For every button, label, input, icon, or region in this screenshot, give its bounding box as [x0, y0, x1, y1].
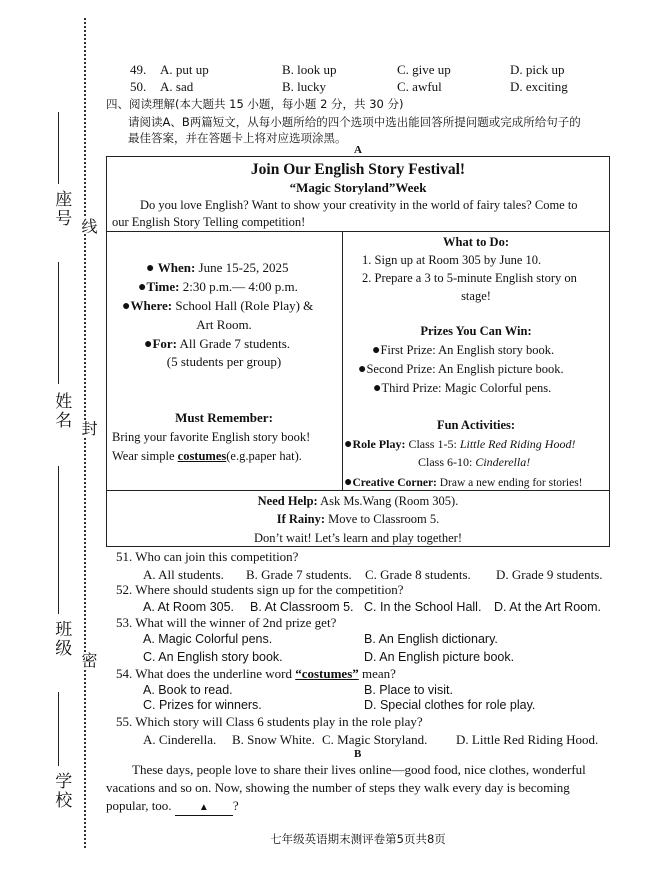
role-label: Role Play: — [352, 437, 406, 451]
name-label: 姓名 — [51, 392, 72, 430]
school-label: 学校 — [51, 772, 72, 810]
role-play-2 — [418, 455, 530, 470]
todo-1: 1. Sign up at Room 305 by June 10. — [362, 253, 542, 267]
seal-seal-char: 封 — [79, 420, 98, 436]
passage-b-line-3-pre: popular, too. — [106, 798, 175, 813]
where-value-2: Art Room. — [196, 317, 252, 332]
help-label: Need Help: — [257, 494, 318, 508]
bullet-icon: ● — [372, 343, 381, 358]
q53-option-b: B. An English dictionary. — [364, 632, 498, 646]
time-line — [138, 279, 298, 297]
q50-option-a: A. sad — [160, 79, 194, 94]
fun-title: Fun Activities: — [436, 418, 516, 432]
prize-1-value: An English story book. — [435, 343, 555, 357]
seal-secret-char: 密 — [79, 652, 98, 668]
q50-option-b: B. lucky — [282, 79, 327, 94]
q51-option-c: C. Grade 8 students. — [365, 567, 471, 582]
q51-option-b: B. Grade 7 students. — [246, 567, 352, 582]
school-blank — [58, 692, 59, 766]
answer-blank: ▲ — [175, 802, 233, 816]
passage-b-line-2: vacations and so on. Now, showing the number of steps they walk every day is becoming — [106, 780, 570, 795]
prize-3-value: Magic Colorful pens. — [441, 381, 552, 395]
passage-b-label: B — [354, 748, 362, 760]
q53-option-d: D. An English picture book. — [364, 650, 515, 664]
where-line — [122, 298, 313, 316]
name-blank — [58, 262, 59, 384]
q51-option-d: D. Grade 9 students. — [496, 567, 603, 582]
poster-intro-2: our English Story Telling competition! — [112, 215, 306, 229]
poster-subtitle: “Magic Storyland”Week — [289, 180, 427, 195]
q55-option-a: A. Cinderella. — [143, 732, 217, 747]
prize-2-value: An English picture book. — [435, 362, 564, 376]
q53-option-c: C. An English story book. — [143, 650, 283, 664]
prize-2-label: Second Prize: — [366, 362, 436, 376]
q55-stem: 55. Which story will Class 6 students play in the role play? — [116, 714, 423, 729]
passage-b-line-1: These days, people love to share their lives online—good food, nice clothes, wonderful — [132, 762, 586, 777]
todo-2b: stage! — [461, 289, 491, 303]
class-label: 班级 — [51, 620, 72, 658]
q54-stem-word: “costumes” — [295, 666, 359, 681]
q50-option-d: D. exciting — [510, 79, 568, 94]
seal-line-char: 线 — [79, 218, 98, 234]
poster-divider-top — [106, 231, 610, 232]
bullet-icon: ● — [144, 337, 153, 352]
prize-1 — [372, 342, 554, 360]
when-label: When: — [157, 260, 196, 275]
section-title: 四、阅读理解(本大题共 15 小题，每小题 2 分，共 30 分) — [106, 97, 404, 111]
costumes-word: costumes — [177, 449, 227, 463]
role-value-2: Class 6-10: — [418, 455, 476, 469]
rainy-label: If Rainy: — [276, 512, 326, 526]
help-value: Ask Ms.Wang (Room 305). — [317, 494, 459, 508]
closing-line: Don’t wait! Let’s learn and play together! — [253, 531, 463, 545]
seat-label: 座号 — [51, 190, 72, 228]
passage-a-label: A — [354, 144, 362, 156]
prize-1-label: First Prize: — [380, 343, 436, 357]
todo-2: 2. Prepare a 3 to 5-minute English story on — [362, 271, 577, 285]
prizes-title: Prizes You Can Win: — [420, 324, 532, 338]
poster-divider-middle — [342, 231, 343, 490]
role-story-1: Little Red Riding Hood! — [459, 437, 576, 451]
q52-option-c: C. In the School Hall. — [364, 600, 482, 614]
q55-option-b: B. Snow White. — [232, 732, 315, 747]
where-label: Where: — [130, 298, 173, 313]
q50-number: 50. — [130, 79, 147, 94]
bullet-icon: ● — [122, 299, 131, 314]
for-line — [144, 336, 290, 354]
q49-option-c: C. give up — [397, 62, 451, 77]
passage-b-line-3 — [106, 798, 239, 816]
q52-stem: 52. Where should students sign up for the competition? — [116, 582, 404, 597]
when-value: June 15-25, 2025 — [195, 260, 289, 275]
remember-1: Bring your favorite English story book! — [112, 430, 311, 444]
q54-option-b: B. Place to visit. — [364, 683, 453, 697]
todo-title: What to Do: — [443, 235, 509, 249]
poster-title: Join Our English Story Festival! — [250, 161, 466, 178]
q54-stem — [116, 666, 396, 682]
for-label: For: — [152, 336, 178, 351]
time-label: Time: — [146, 279, 180, 294]
prize-3 — [373, 380, 551, 398]
bullet-icon: ● — [373, 381, 382, 396]
q49-number: 49. — [130, 62, 147, 77]
creative-label: Creative Corner: — [352, 477, 437, 489]
bullet-icon: ● — [138, 280, 147, 295]
section-instruction-2: 最佳答案，并在答题卡上将对应选项涂黑。 — [128, 131, 347, 145]
prize-3-label: Third Prize: — [381, 381, 442, 395]
q51-option-a: A. All students. — [143, 567, 224, 582]
q52-option-d: D. At the Art Room. — [494, 600, 601, 614]
where-value: School Hall (Role Play) & — [172, 298, 314, 313]
q51-stem: 51. Who can join this competition? — [116, 549, 299, 564]
remember-2-post: (e.g.paper hat). — [226, 449, 302, 463]
q54-option-c: C. Prizes for winners. — [143, 698, 262, 712]
bullet-icon: ● — [344, 437, 353, 452]
section-instruction-1: 请阅读A、B两篇短文，从每小题所给的四个选项中选出能回答所提问题或完成所给句子的 — [128, 115, 581, 129]
q49-option-b: B. look up — [282, 62, 337, 77]
seat-blank — [58, 112, 59, 184]
passage-b-line-3-post: ? — [232, 798, 239, 813]
q55-option-c: C. Magic Storyland. — [322, 732, 428, 747]
creative-value: Draw a new ending for stories! — [436, 477, 583, 489]
q49-option-a: A. put up — [160, 62, 209, 77]
when-line — [146, 260, 288, 278]
q54-option-a: A. Book to read. — [143, 683, 233, 697]
q54-stem-pre: 54. What does the underline word — [116, 666, 296, 681]
help-line — [106, 494, 610, 510]
q52-option-b: B. At Classroom 5. — [250, 600, 354, 614]
q50-option-c: C. awful — [397, 79, 442, 94]
q54-stem-post: mean? — [358, 666, 396, 681]
q54-option-d: D. Special clothes for role play. — [364, 698, 536, 712]
q49-option-d: D. pick up — [510, 62, 565, 77]
remember-2 — [112, 449, 302, 465]
remember-2-pre: Wear simple — [112, 449, 178, 463]
rainy-line — [106, 512, 610, 528]
page-footer: 七年级英语期末测评卷第5页共8页 — [270, 832, 446, 846]
q53-stem: 53. What will the winner of 2nd prize get? — [116, 615, 337, 630]
bullet-icon: ● — [358, 362, 367, 377]
role-value: Class 1-5: — [405, 437, 460, 451]
q55-option-d: D. Little Red Riding Hood. — [456, 732, 599, 747]
role-story-2: Cinderella! — [475, 455, 531, 469]
prize-2 — [358, 361, 564, 379]
poster-intro-1: Do you love English? Want to show your creativity in the world of fairy tales? Come to — [140, 198, 578, 212]
creative-corner — [344, 474, 583, 492]
class-blank — [58, 466, 59, 614]
for-value-2: (5 students per group) — [166, 354, 282, 369]
time-value: 2:30 p.m.— 4:00 p.m. — [179, 279, 298, 294]
for-value: All Grade 7 students. — [177, 336, 291, 351]
q53-option-a: A. Magic Colorful pens. — [143, 632, 273, 646]
rainy-value: Move to Classroom 5. — [325, 512, 440, 526]
remember-title: Must Remember: — [175, 410, 273, 425]
role-play — [344, 436, 575, 454]
bullet-icon: ● — [146, 261, 155, 276]
q52-option-a: A. At Room 305. — [143, 600, 235, 614]
bullet-icon: ● — [344, 475, 353, 490]
